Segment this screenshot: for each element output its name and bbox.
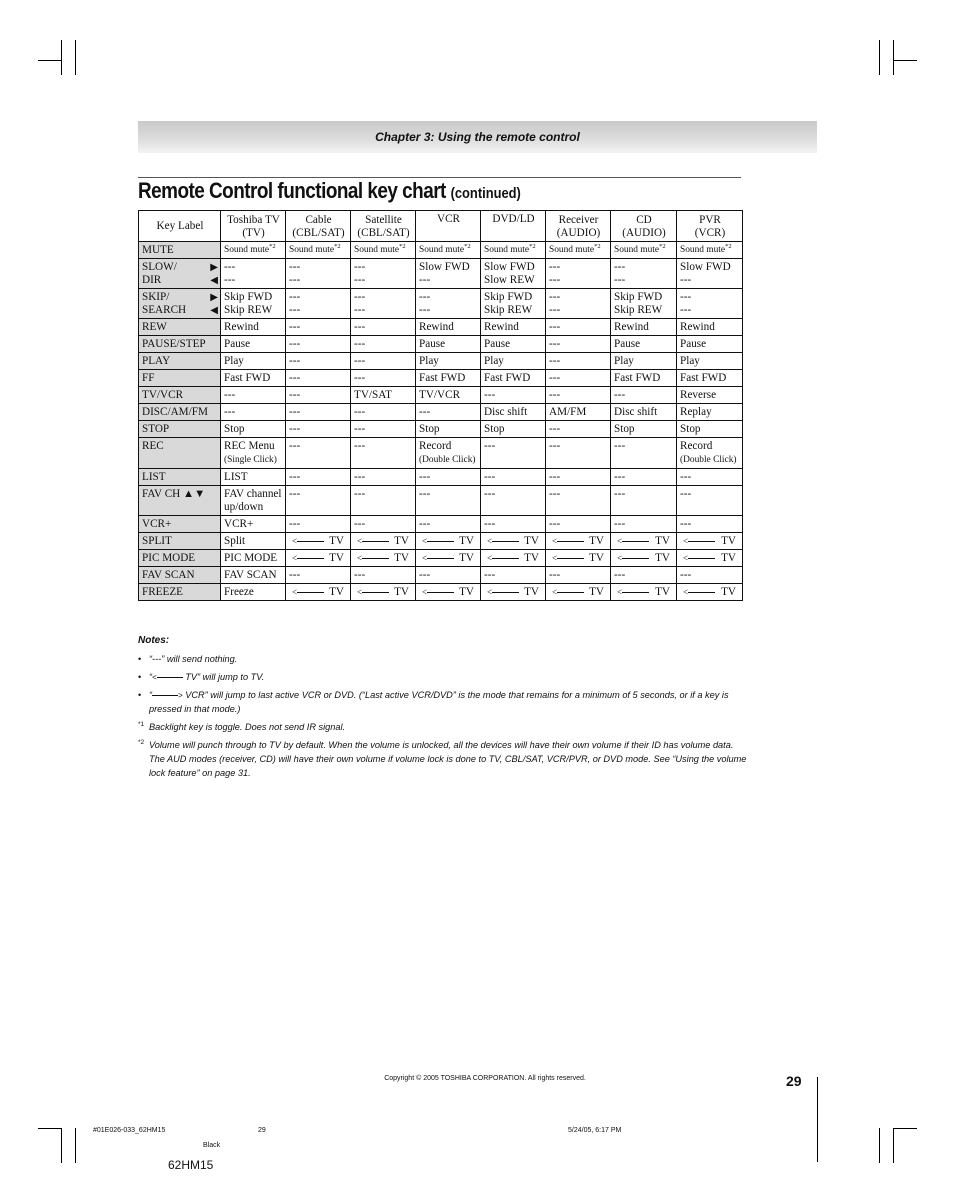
left-arrow-icon: <: [552, 588, 584, 597]
table-cell: --- ---: [546, 259, 611, 289]
table-header-row: [139, 211, 743, 242]
column-header: Receiver (AUDIO): [546, 211, 611, 242]
table-cell: < TV: [677, 550, 743, 567]
notes-section: [138, 634, 748, 784]
table-cell: ---: [416, 516, 481, 533]
table-cell: Disc shift: [481, 404, 546, 421]
key-label: VCR+: [139, 516, 221, 533]
table-cell: --- ---: [286, 259, 351, 289]
table-cell: Rewind: [221, 319, 286, 336]
table-cell: ---: [546, 353, 611, 370]
table-cell: ---: [481, 516, 546, 533]
table-cell: < TV: [677, 584, 743, 601]
table-row-split: [139, 533, 743, 550]
key-label: FREEZE: [139, 584, 221, 601]
table-row-play: [139, 353, 743, 370]
key-label: PLAY: [139, 353, 221, 370]
table-cell: ---: [351, 567, 416, 584]
table-cell: ---: [677, 486, 743, 516]
table-cell: --- ---: [351, 259, 416, 289]
key-label: LIST: [139, 469, 221, 486]
table-cell: ---: [546, 319, 611, 336]
table-cell: ---: [351, 370, 416, 387]
table-cell: ---: [351, 469, 416, 486]
table-cell: Play: [416, 353, 481, 370]
left-arrow-icon: <: [357, 554, 389, 563]
table-cell: ---: [286, 387, 351, 404]
left-arrow-icon: <: [357, 588, 389, 597]
crop-mark: [879, 1128, 880, 1163]
table-cell: Fast FWD: [677, 370, 743, 387]
table-cell: Sound mute$^{*2}$: [351, 242, 416, 259]
play-left-icon: ◀: [210, 305, 218, 316]
table-cell: ---: [546, 469, 611, 486]
table-cell: ---: [416, 486, 481, 516]
table-cell: < TV: [546, 584, 611, 601]
file-id: #01E026-033_62HM15: [93, 1127, 166, 1134]
table-cell: Stop: [416, 421, 481, 438]
crop-mark: [893, 40, 894, 75]
table-cell: Play: [677, 353, 743, 370]
print-date: 5/24/05, 6:17 PM: [568, 1127, 622, 1134]
table-cell: Split: [221, 533, 286, 550]
table-cell: REC Menu (Single Click): [221, 438, 286, 469]
table-cell: ---: [481, 387, 546, 404]
table-cell: Fast FWD: [416, 370, 481, 387]
table-cell: --- ---: [351, 289, 416, 319]
table-cell: --- ---: [611, 259, 677, 289]
table-cell: < TV: [286, 584, 351, 601]
table-row-vcrplus: [139, 516, 743, 533]
table-cell: FAV SCAN: [221, 567, 286, 584]
chapter-title: Chapter 3: Using the remote control: [375, 130, 580, 144]
note-item: • “---” will send nothing.: [138, 654, 238, 664]
table-row-favch: [139, 486, 743, 516]
chapter-header-band: [138, 121, 817, 153]
table-cell: Fast FWD: [221, 370, 286, 387]
table-cell: Sound mute$^{*2}$: [481, 242, 546, 259]
table-cell: ---: [286, 567, 351, 584]
table-cell: ---: [546, 438, 611, 469]
note-item: • “ > VCR” will jump to last active VCR or DVD. (“Last active VCR/DVD” is the mode that remains for a minimum of 5 seconds, or if a key is pressed in that mode.): [138, 690, 729, 714]
table-cell: Play: [481, 353, 546, 370]
table-cell: ---: [286, 319, 351, 336]
table-cell: ---: [546, 486, 611, 516]
crop-mark: [893, 1128, 894, 1163]
table-cell: ---: [611, 567, 677, 584]
table-cell: Sound mute$^{*2}$: [221, 242, 286, 259]
left-arrow-icon: <: [292, 554, 324, 563]
left-arrow-icon: <: [683, 588, 715, 597]
table-cell: Replay: [677, 404, 743, 421]
key-label: PIC MODE: [139, 550, 221, 567]
table-cell: FAV channel up/down: [221, 486, 286, 516]
table-cell: ---: [286, 353, 351, 370]
table-cell: ---: [481, 438, 546, 469]
column-header: CD (AUDIO): [611, 211, 677, 242]
left-arrow-icon: <: [292, 588, 324, 597]
table-cell: ---: [611, 387, 677, 404]
table-cell: ---: [481, 567, 546, 584]
table-cell: ---: [351, 516, 416, 533]
crop-mark: [893, 60, 917, 61]
table-cell: Fast FWD: [481, 370, 546, 387]
page-number: 29: [786, 1073, 802, 1089]
table-row-mute: [139, 242, 743, 259]
table-cell: ---: [351, 421, 416, 438]
table-row-favscan: [139, 567, 743, 584]
table-cell: < TV: [611, 550, 677, 567]
left-arrow-icon: <: [487, 588, 519, 597]
left-arrow-icon: <: [617, 588, 649, 597]
table-cell: Play: [611, 353, 677, 370]
page-title-main: Remote Control functional key chart: [138, 178, 446, 203]
table-row-pause: [139, 336, 743, 353]
table-cell: Pause: [677, 336, 743, 353]
key-label: MUTE: [139, 242, 221, 259]
table-cell: ---: [546, 370, 611, 387]
table-cell: < TV: [286, 533, 351, 550]
table-cell: ---: [221, 404, 286, 421]
table-cell: VCR+: [221, 516, 286, 533]
table-cell: Record (Double Click): [677, 438, 743, 469]
table-row-stop: [139, 421, 743, 438]
table-cell: Stop: [221, 421, 286, 438]
table-row-disc: [139, 404, 743, 421]
column-header: Cable (CBL/SAT): [286, 211, 351, 242]
key-label: PAUSE/STEP: [139, 336, 221, 353]
table-cell: ---: [611, 438, 677, 469]
table-row-tvvcr: [139, 387, 743, 404]
crop-mark: [879, 40, 880, 75]
table-cell: Freeze: [221, 584, 286, 601]
table-row-rec: [139, 438, 743, 469]
left-arrow-icon: <: [617, 537, 649, 546]
table-cell: AM/FM: [546, 404, 611, 421]
play-right-icon: ▶: [210, 262, 218, 273]
crop-mark: [38, 60, 62, 61]
crop-mark: [893, 1128, 917, 1129]
key-label: FAV SCAN: [139, 567, 221, 584]
table-cell: ---: [611, 516, 677, 533]
play-left-icon: ◀: [210, 275, 218, 286]
key-label: DISC/AM/FM: [139, 404, 221, 421]
table-cell: Skip FWD Skip REW: [481, 289, 546, 319]
table-cell: Sound mute$^{*2}$: [416, 242, 481, 259]
column-header: VCR: [416, 211, 481, 242]
table-row-picmode: [139, 550, 743, 567]
table-cell: Stop: [481, 421, 546, 438]
column-header: PVR (VCR): [677, 211, 743, 242]
table-cell: ---: [546, 516, 611, 533]
table-cell: Sound mute$^{*2}$: [546, 242, 611, 259]
right-arrow-icon: >: [152, 692, 183, 700]
left-arrow-icon: <: [487, 554, 519, 563]
table-cell: Reverse: [677, 387, 743, 404]
key-label: REW: [139, 319, 221, 336]
table-cell: < TV: [677, 533, 743, 550]
table-cell: ---: [546, 336, 611, 353]
table-cell: --- ---: [416, 289, 481, 319]
left-arrow-icon: <: [683, 537, 715, 546]
table-cell: Pause: [611, 336, 677, 353]
table-cell: Disc shift: [611, 404, 677, 421]
notes-heading: Notes:: [138, 635, 170, 646]
key-label: FF: [139, 370, 221, 387]
table-cell: Slow FWD Slow REW: [481, 259, 546, 289]
table-row-slow: [139, 259, 743, 289]
page-title: [138, 178, 521, 204]
table-cell: < TV: [351, 550, 416, 567]
table-cell: Record (Double Click): [416, 438, 481, 469]
table-cell: LIST: [221, 469, 286, 486]
crop-mark: [38, 1128, 62, 1129]
key-label: SLOW/ ▶ DIR ◀: [139, 259, 221, 289]
file-page: 29: [258, 1127, 266, 1134]
column-header: Toshiba TV (TV): [221, 211, 286, 242]
crop-mark: [75, 1128, 76, 1163]
note-item: $^{*2}$ Volume will punch through to TV by default. When the volume is unlocked, all the devices will have their own volume if their ID has volume data. The AUD modes (receiver, CD) will have their own volume if volume lock is done to TV, CBL/SAT, VCR/PVR, or DVD mode. See “Using the volume lock feature” on page 31.: [138, 739, 747, 778]
table-cell: Stop: [677, 421, 743, 438]
table-cell: ---: [351, 336, 416, 353]
table-cell: ---: [286, 516, 351, 533]
table-cell: ---: [546, 567, 611, 584]
left-arrow-icon: <: [683, 554, 715, 563]
column-header: DVD/LD: [481, 211, 546, 242]
column-header: Satellite (CBL/SAT): [351, 211, 416, 242]
table-cell: < TV: [546, 550, 611, 567]
table-cell: ---: [351, 486, 416, 516]
table-row-rew: [139, 319, 743, 336]
table-cell: ---: [351, 319, 416, 336]
table-cell: < TV: [351, 533, 416, 550]
table-row-list: [139, 469, 743, 486]
table-cell: < TV: [481, 584, 546, 601]
left-arrow-icon: <: [292, 537, 324, 546]
table-cell: < TV: [611, 584, 677, 601]
left-arrow-icon: <: [552, 537, 584, 546]
table-cell: TV/SAT: [351, 387, 416, 404]
table-cell: < TV: [546, 533, 611, 550]
left-arrow-icon: <: [552, 554, 584, 563]
table-cell: Slow FWD ---: [677, 259, 743, 289]
left-arrow-icon: <: [422, 537, 454, 546]
left-arrow-icon: <: [357, 537, 389, 546]
table-cell: ---: [286, 486, 351, 516]
table-cell: --- ---: [286, 289, 351, 319]
table-cell: < TV: [351, 584, 416, 601]
note-item: • “ < TV” will jump to TV.: [138, 672, 265, 682]
divider: [817, 1077, 818, 1162]
table-cell: Pause: [416, 336, 481, 353]
table-cell: Stop: [611, 421, 677, 438]
play-right-icon: ▶: [210, 292, 218, 303]
table-cell: ---: [351, 353, 416, 370]
table-cell: < TV: [416, 550, 481, 567]
key-label: SKIP/ ▶ SEARCH ◀: [139, 289, 221, 319]
crop-mark: [61, 1128, 62, 1163]
table-cell: Rewind: [677, 319, 743, 336]
crop-mark: [61, 40, 62, 75]
table-cell: Rewind: [481, 319, 546, 336]
table-cell: ---: [286, 404, 351, 421]
table-cell: ---: [677, 567, 743, 584]
table-cell: < TV: [611, 533, 677, 550]
table-cell: ---: [546, 421, 611, 438]
table-cell: Skip FWD Skip REW: [221, 289, 286, 319]
page-title-continued: (continued): [450, 185, 521, 202]
table-cell: < TV: [416, 533, 481, 550]
table-cell: Fast FWD: [611, 370, 677, 387]
key-label: STOP: [139, 421, 221, 438]
table-cell: Slow FWD ---: [416, 259, 481, 289]
left-arrow-icon: <: [422, 588, 454, 597]
table-cell: ---: [286, 421, 351, 438]
table-cell: < TV: [481, 550, 546, 567]
left-arrow-icon: <: [617, 554, 649, 563]
table-cell: < TV: [286, 550, 351, 567]
key-label: TV/VCR: [139, 387, 221, 404]
table-cell: Pause: [481, 336, 546, 353]
table-row-ff: [139, 370, 743, 387]
key-label: SPLIT: [139, 533, 221, 550]
table-cell: ---: [416, 567, 481, 584]
table-cell: Rewind: [416, 319, 481, 336]
left-arrow-icon: <: [487, 537, 519, 546]
table-cell: ---: [286, 336, 351, 353]
table-cell: Sound mute$^{*2}$: [286, 242, 351, 259]
crop-mark: [75, 40, 76, 75]
table-cell: --- ---: [221, 259, 286, 289]
key-label: FAV CH ▲▼: [139, 486, 221, 516]
table-cell: ---: [481, 486, 546, 516]
table-cell: ---: [677, 516, 743, 533]
table-cell: ---: [416, 404, 481, 421]
column-header: Key Label: [139, 211, 221, 242]
table-cell: Rewind: [611, 319, 677, 336]
table-cell: ---: [416, 469, 481, 486]
left-arrow-icon: <: [422, 554, 454, 563]
table-cell: Sound mute$^{*2}$: [611, 242, 677, 259]
table-cell: < TV: [481, 533, 546, 550]
table-cell: ---: [611, 486, 677, 516]
table-cell: ---: [546, 387, 611, 404]
table-cell: ---: [286, 469, 351, 486]
table-cell: ---: [611, 469, 677, 486]
table-cell: ---: [286, 370, 351, 387]
table-row-skip: [139, 289, 743, 319]
table-cell: ---: [286, 438, 351, 469]
key-chart-table: [138, 210, 743, 601]
table-cell: ---: [351, 438, 416, 469]
table-cell: Sound mute$^{*2}$: [677, 242, 743, 259]
table-cell: ---: [351, 404, 416, 421]
table-cell: Play: [221, 353, 286, 370]
copyright: Copyright © 2005 TOSHIBA CORPORATION. All rights reserved.: [384, 1075, 586, 1082]
table-cell: ---: [221, 387, 286, 404]
table-cell: Pause: [221, 336, 286, 353]
table-cell: ---: [677, 469, 743, 486]
table-row-freeze: [139, 584, 743, 601]
table-cell: --- ---: [546, 289, 611, 319]
model-number: 62HM15: [168, 1158, 214, 1172]
left-arrow-icon: <: [152, 674, 183, 682]
color-label: Black: [203, 1142, 221, 1149]
key-label: REC: [139, 438, 221, 469]
table-cell: ---: [481, 469, 546, 486]
table-cell: --- ---: [677, 289, 743, 319]
table-cell: TV/VCR: [416, 387, 481, 404]
table-cell: PIC MODE: [221, 550, 286, 567]
table-cell: < TV: [416, 584, 481, 601]
table-cell: Skip FWD Skip REW: [611, 289, 677, 319]
note-item: $^{*1}$ Backlight key is toggle. Does not send IR signal.: [138, 721, 346, 732]
